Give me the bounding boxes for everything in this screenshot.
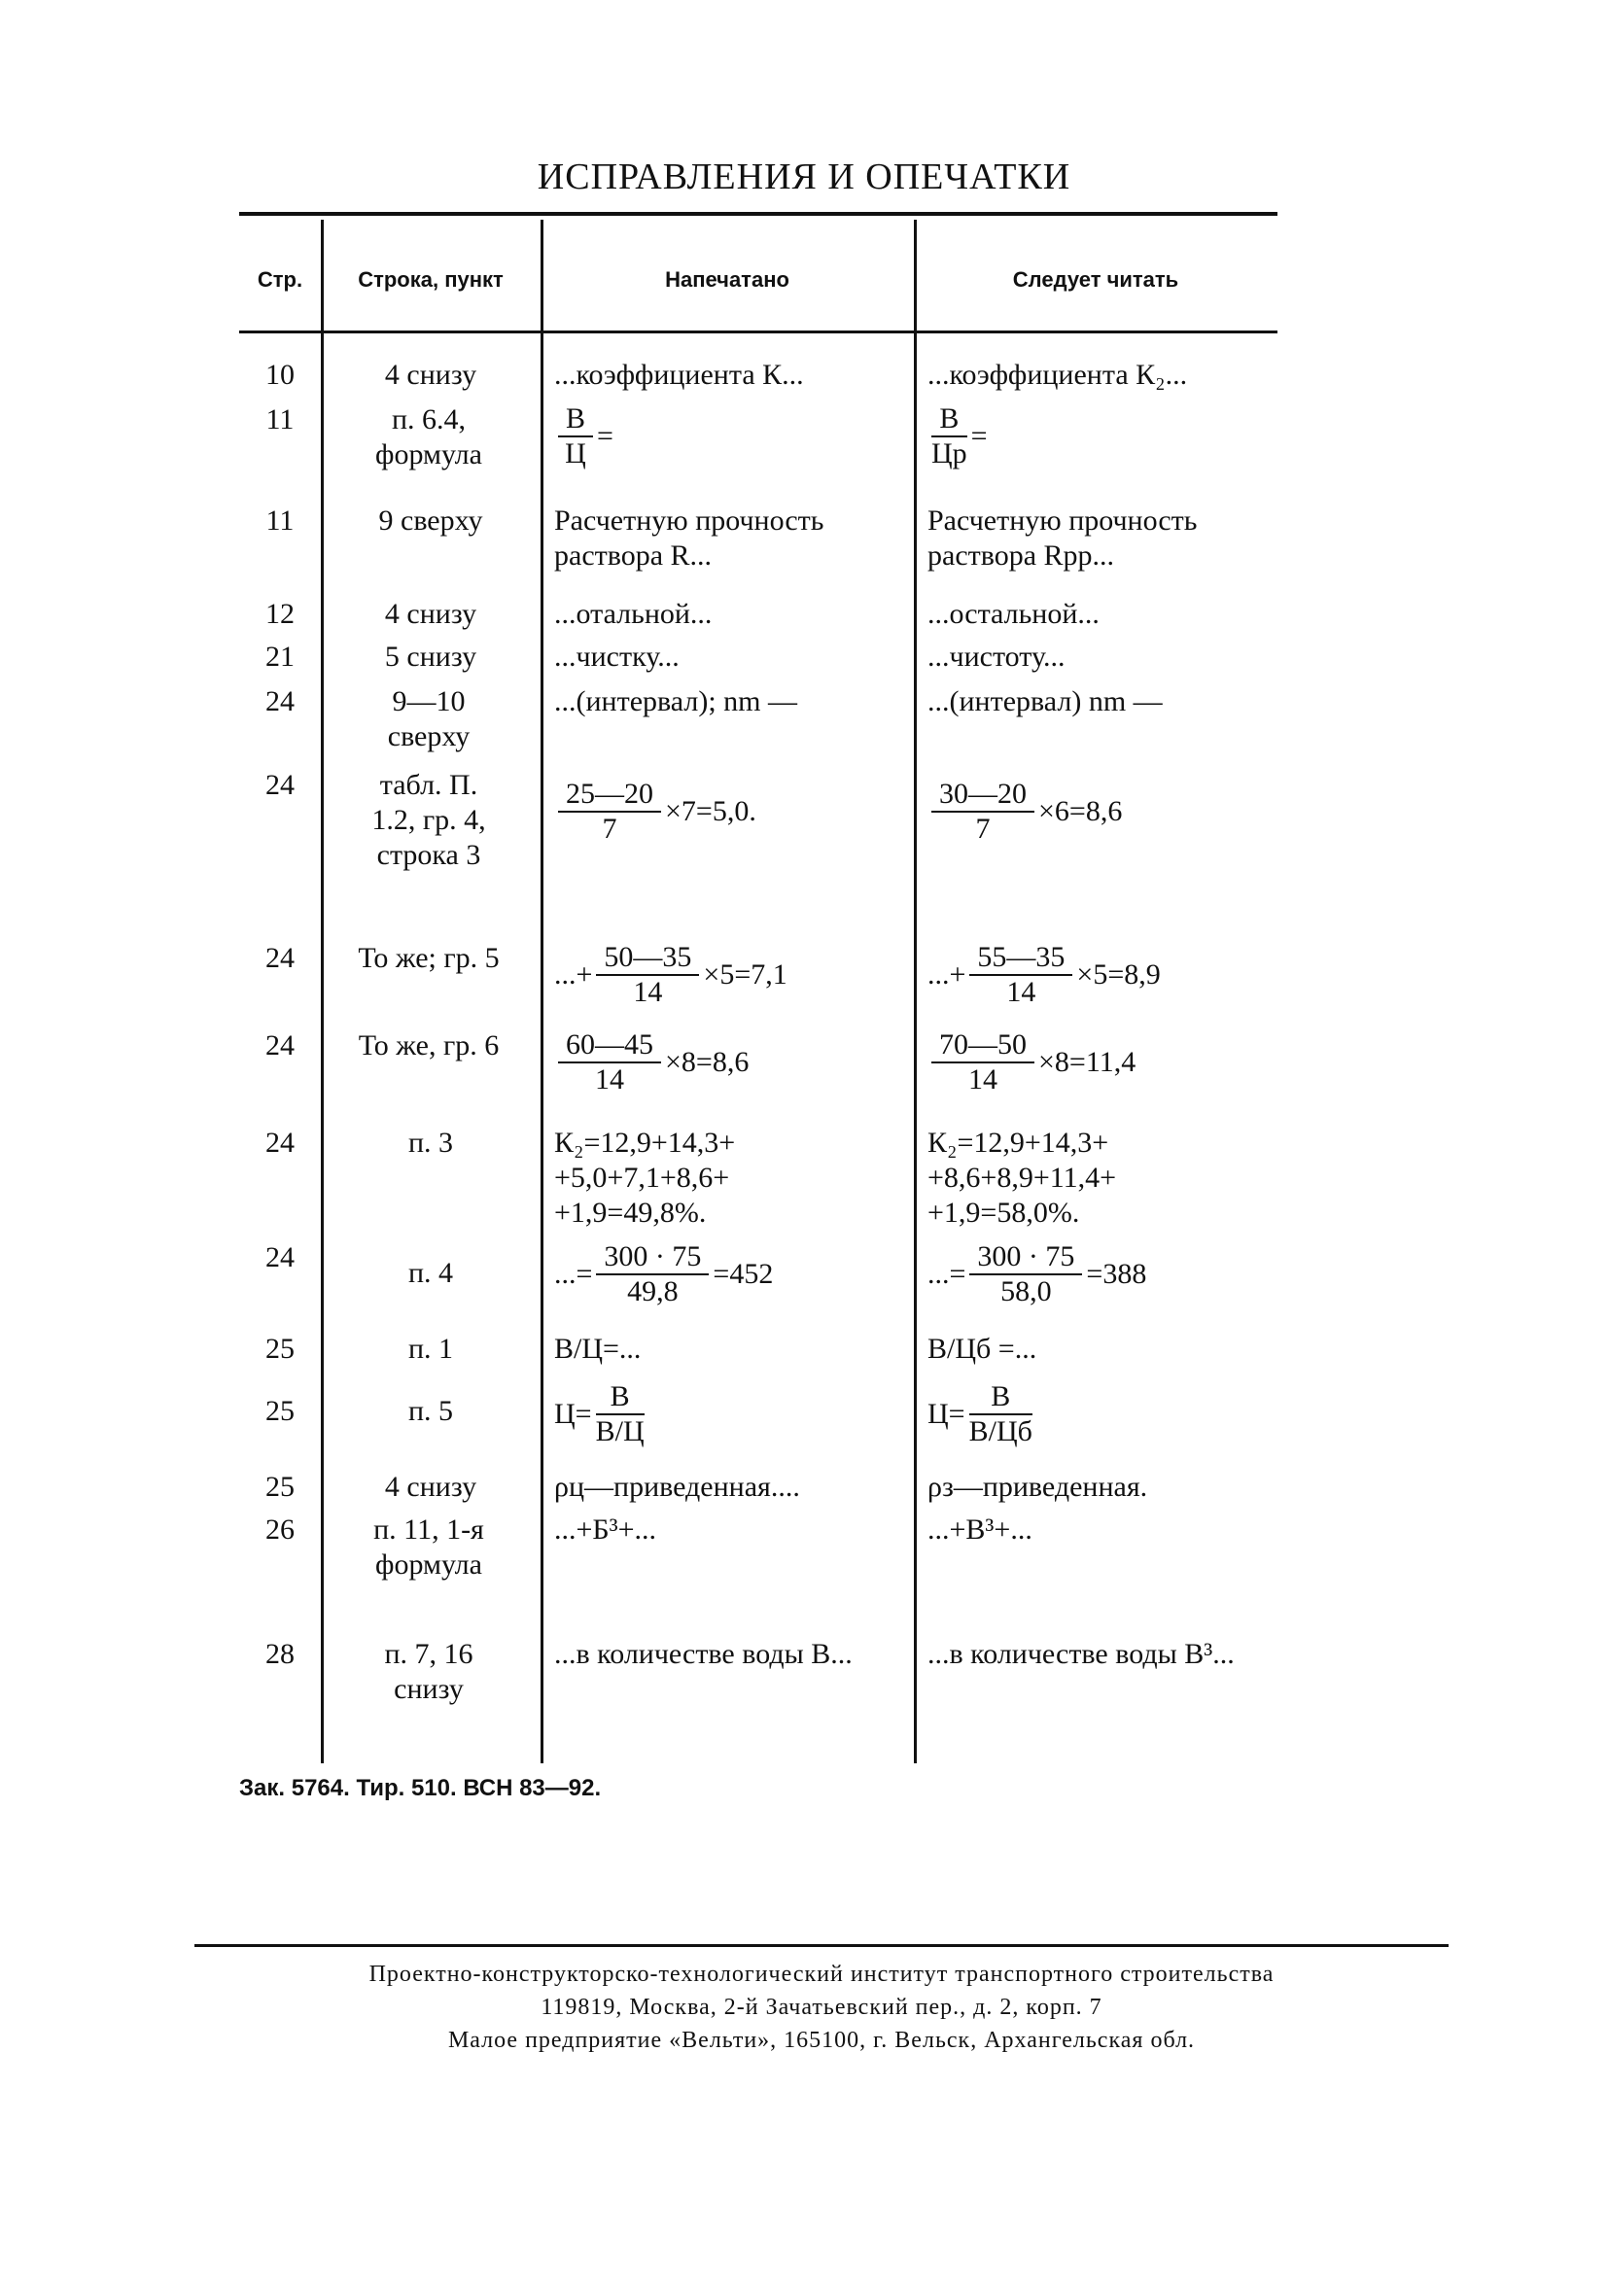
cell-page: 12: [265, 598, 295, 630]
imprint-rule: [194, 1944, 1449, 1947]
formula-tail: ×6=8,6: [1038, 795, 1123, 827]
cell-page: 25: [265, 1471, 295, 1503]
fraction-numerator: 300 · 75: [596, 1240, 709, 1275]
cell-printed: Расчетную прочность раствора R...: [554, 504, 824, 572]
cell-line: То же; гр. 5: [358, 942, 500, 974]
cell-page: 10: [265, 359, 295, 391]
cell-page: 24: [265, 1241, 295, 1273]
cell-correct: [927, 402, 1274, 470]
fraction-denominator: 14: [595, 1063, 624, 1096]
column-divider: [321, 220, 324, 1763]
fraction-denominator: Ц: [565, 437, 586, 470]
fraction-denominator: 14: [1006, 976, 1036, 1008]
cell-line: 9—10 сверху: [387, 685, 471, 752]
cell-correct: ...+В³+...: [927, 1513, 1032, 1546]
cell-correct: [927, 941, 1274, 1009]
cell-page: 11: [265, 403, 295, 435]
formula-prefix: ...=: [554, 1258, 593, 1290]
formula-prefix: ...+: [927, 958, 966, 991]
fraction-numerator: В: [931, 402, 967, 437]
cell-correct: ρз—приведенная.: [927, 1471, 1148, 1503]
imprint: [194, 1958, 1449, 2057]
cell-line: п. 1: [407, 1333, 454, 1365]
formula-prefix: Ц=: [927, 1398, 965, 1430]
formula-tail: =452: [713, 1258, 774, 1290]
fraction-numerator: 25—20: [558, 778, 661, 813]
cell-printed: [554, 402, 908, 470]
cell-page: 28: [265, 1638, 295, 1670]
cell-correct: К₂=12,9+14,3+ +8,6+8,9+11,4+ +1,9=58,0%.: [927, 1127, 1117, 1229]
fraction-denominator: 14: [968, 1063, 997, 1096]
fraction: [596, 1380, 645, 1448]
formula-prefix: Ц=: [554, 1398, 592, 1430]
fraction: [596, 941, 699, 1009]
fraction-denominator: 49,8: [627, 1275, 679, 1307]
imprint-line: Малое предприятие «Вельти», 165100, г. Вельск, Архангельская обл.: [447, 2028, 1196, 2053]
cell-page: 24: [265, 1127, 295, 1159]
cell-page: 26: [265, 1513, 295, 1546]
cell-page: 24: [265, 1029, 295, 1061]
cell-line: п. 3: [407, 1127, 454, 1159]
table-top-rule: [239, 212, 1277, 216]
cell-printed: ...коэффициента К...: [554, 359, 804, 391]
fraction-denominator: В/Ц: [595, 1415, 645, 1447]
cell-page: 24: [265, 769, 295, 801]
fraction-denominator: 14: [633, 976, 663, 1008]
fraction-numerator: В: [969, 1380, 1032, 1415]
cell-page: 25: [265, 1333, 295, 1365]
fraction: [931, 402, 967, 470]
fraction-numerator: В: [558, 402, 593, 437]
cell-printed: ...отальной...: [554, 598, 713, 630]
cell-page: 25: [265, 1395, 295, 1427]
header-correct: Следует читать: [1012, 267, 1179, 292]
fraction: [931, 1028, 1034, 1096]
header-line: Строка, пункт: [358, 267, 504, 292]
cell-correct: ...остальной...: [927, 598, 1100, 630]
cell-line: п. 7, 16 снизу: [384, 1638, 473, 1705]
formula-prefix: ...=: [927, 1258, 966, 1290]
fraction: [558, 1028, 661, 1096]
cell-correct: Расчетную прочность раствора Rpр...: [927, 504, 1198, 572]
fraction-numerator: 30—20: [931, 778, 1034, 813]
cell-line: 4 снизу: [384, 359, 477, 391]
cell-correct: [927, 1380, 1274, 1448]
fraction-denominator: 7: [975, 813, 991, 845]
cell-line: п. 11, 1-я формула: [373, 1513, 484, 1581]
formula-tail: =: [970, 420, 988, 452]
fraction-denominator: 7: [602, 813, 617, 845]
imprint-line: 119819, Москва, 2-й Зачатьевский пер., д. 2, корп. 7: [541, 1995, 1102, 2020]
fraction: [558, 778, 661, 846]
formula-tail: ×8=8,6: [665, 1046, 750, 1078]
cell-printed: ρц—приведенная....: [554, 1471, 800, 1503]
formula-tail: =388: [1086, 1258, 1147, 1290]
cell-printed: [554, 941, 908, 1009]
imprint-line: Проектно-конструкторско-технологический институт транспортного строительства: [368, 1962, 1275, 1987]
column-divider: [541, 220, 543, 1763]
formula-tail: ×8=11,4: [1038, 1046, 1136, 1078]
cell-printed: ...в количестве воды В...: [554, 1638, 853, 1670]
fraction-numerator: 70—50: [931, 1028, 1034, 1063]
fraction-denominator: В/Цб: [968, 1415, 1032, 1447]
formula-tail: ×5=7,1: [703, 958, 787, 991]
cell-line: табл. П. 1.2, гр. 4, строка 3: [371, 769, 486, 871]
cell-correct: В/Цб =...: [927, 1333, 1037, 1365]
cell-correct: ...(интервал) nm —: [927, 685, 1163, 717]
fraction: [596, 1240, 709, 1308]
cell-line: 9 сверху: [378, 504, 483, 537]
fraction: [969, 941, 1072, 1009]
cell-correct: ...в количестве воды В³...: [927, 1638, 1235, 1670]
header-page: Стр.: [257, 267, 303, 292]
cell-printed: [554, 1380, 908, 1448]
formula-prefix: ...+: [554, 958, 593, 991]
fraction: [931, 778, 1034, 846]
page-title: ИСПРАВЛЕНИЯ И ОПЕЧАТКИ: [537, 157, 1071, 197]
cell-line: 5 снизу: [384, 641, 477, 673]
column-divider: [914, 220, 917, 1763]
formula-tail: =: [597, 420, 613, 452]
fraction: [969, 1240, 1082, 1308]
cell-line: п. 4: [407, 1257, 454, 1289]
cell-correct: [927, 1028, 1274, 1096]
fraction-numerator: 55—35: [969, 941, 1072, 976]
cell-line: п. 5: [407, 1395, 454, 1427]
cell-page: 11: [265, 504, 295, 537]
cell-printed: [554, 1240, 908, 1308]
cell-line: То же, гр. 6: [358, 1029, 500, 1061]
fraction-numerator: 50—35: [596, 941, 699, 976]
cell-line: 4 снизу: [384, 1471, 477, 1503]
fraction-numerator: 60—45: [558, 1028, 661, 1063]
cell-correct: ...коэффициента К₂...: [927, 359, 1188, 391]
cell-printed: ...(интервал); nm —: [554, 685, 798, 717]
cell-line: п. 6.4, формула: [375, 403, 482, 470]
cell-line: 4 снизу: [384, 598, 477, 630]
cell-printed: ...чистку...: [554, 641, 680, 673]
fraction: [969, 1380, 1032, 1448]
cell-correct: [927, 1240, 1274, 1308]
cell-page: 21: [265, 641, 295, 673]
fraction-numerator: 300 · 75: [969, 1240, 1082, 1275]
print-footnote: Зак. 5764. Тир. 510. ВСН 83—92.: [239, 1775, 602, 1801]
cell-correct: ...чистоту...: [927, 641, 1066, 673]
cell-printed: [554, 1028, 908, 1096]
cell-printed: ...+Б³+...: [554, 1513, 657, 1546]
formula-tail: ×7=5,0.: [665, 795, 756, 827]
fraction-numerator: В: [596, 1380, 645, 1415]
fraction-denominator: 58,0: [1000, 1275, 1052, 1307]
cell-page: 24: [265, 685, 295, 717]
fraction-denominator: Цр: [931, 437, 967, 470]
header-printed: Напечатано: [665, 267, 789, 292]
cell-printed: [554, 778, 908, 846]
cell-printed: В/Ц=...: [554, 1333, 642, 1365]
table-header-rule: [239, 330, 1277, 333]
cell-correct: [927, 778, 1274, 846]
cell-page: 24: [265, 942, 295, 974]
formula-tail: ×5=8,9: [1076, 958, 1161, 991]
cell-printed: К₂=12,9+14,3+ +5,0+7,1+8,6+ +1,9=49,8%.: [554, 1127, 736, 1229]
fraction: [558, 402, 593, 470]
